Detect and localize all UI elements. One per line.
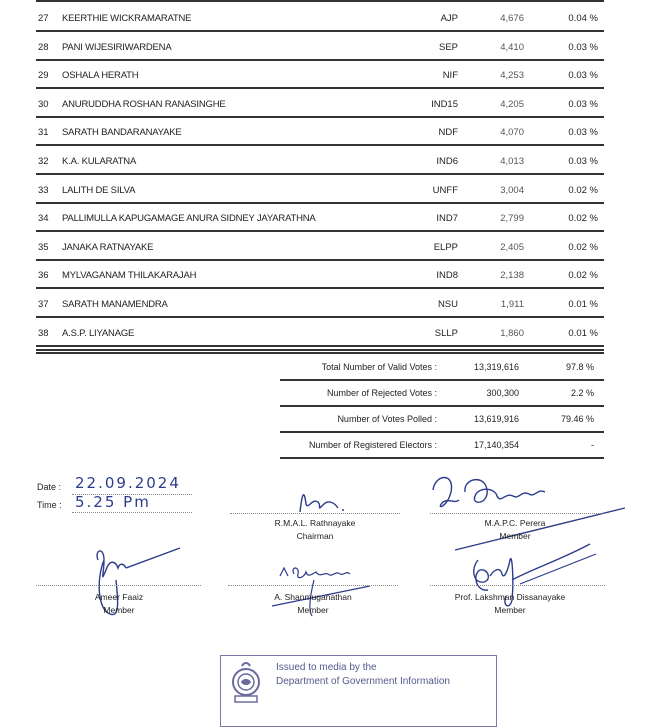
time-dotted-line: [72, 512, 192, 513]
candidate-number: 37: [38, 299, 49, 310]
candidate-votes: 1,911: [500, 299, 524, 310]
candidate-row: [36, 259, 604, 289]
candidate-number: 32: [38, 156, 49, 167]
candidate-percent: 0.04 %: [568, 13, 598, 24]
candidate-votes: 2,405: [500, 241, 524, 253]
candidate-percent: 0.03 %: [568, 156, 598, 167]
candidate-party: UNFF: [432, 184, 458, 196]
candidate-party: IND15: [431, 98, 458, 110]
candidate-percent: 0.02 %: [568, 270, 598, 282]
summary-row-electors: [280, 433, 604, 459]
summary-percent: 2.2 %: [570, 388, 594, 398]
candidate-percent: 0.03 %: [568, 41, 598, 53]
candidate-votes: 2,138: [500, 270, 524, 282]
candidate-percent: 0.02 %: [568, 241, 598, 253]
date-label: Date :: [37, 482, 62, 492]
candidate-name: K.A. KULARATNA: [62, 156, 137, 167]
signatory-role: Chairman: [296, 531, 334, 541]
candidate-party: NIF: [442, 70, 458, 82]
candidate-votes: 2,799: [500, 213, 524, 225]
candidate-row: [36, 116, 604, 146]
media-issue-stamp: [220, 655, 497, 727]
candidate-name: A.S.P. LIYANAGE: [62, 327, 135, 339]
summary-value: 13,319,616: [473, 362, 519, 372]
candidate-row: [36, 2, 604, 32]
summary-percent: 97.8 %: [565, 362, 594, 372]
candidate-number: 36: [38, 270, 49, 282]
candidate-name: PANI WIJESIRIWARDENA: [62, 41, 172, 53]
signature-line-shanmuganathan: [228, 585, 398, 586]
signatory-name: Ameer Faaiz: [94, 592, 144, 602]
candidate-name: LALITH DE SILVA: [62, 184, 136, 196]
candidate-number: 29: [38, 70, 49, 82]
candidate-row: [36, 88, 604, 118]
candidate-percent: 0.02 %: [568, 184, 598, 196]
summary-label: Number of Rejected Votes :: [326, 388, 437, 398]
candidate-party: ELPP: [433, 241, 458, 253]
candidate-name: SARATH BANDARANAYAKE: [62, 127, 182, 139]
signature-line-dissanayake: [430, 585, 605, 586]
candidate-party: SEP: [438, 41, 458, 53]
candidate-votes: 4,013: [500, 156, 524, 167]
candidate-votes: 1,860: [500, 327, 524, 339]
summary-top-rule-2: [36, 352, 604, 354]
signatory-role: Member: [499, 531, 531, 541]
signatory-name: Prof. Lakshman Dissanayake: [454, 592, 566, 602]
candidate-name: SARATH MANAMENDRA: [62, 299, 168, 310]
time-label: Time :: [37, 500, 62, 510]
summary-value: 17,140,354: [473, 440, 519, 450]
summary-label: Number of Votes Polled :: [337, 414, 437, 424]
candidate-votes: 4,676: [500, 13, 524, 24]
candidate-row: [36, 317, 604, 347]
sri-lanka-emblem-icon: [229, 660, 263, 706]
stamp-line-1: Issued to media by the: [276, 662, 377, 673]
candidate-name: ANURUDDHA ROSHAN RANASINGHE: [62, 98, 226, 110]
candidate-number: 31: [38, 127, 49, 139]
summary-label: Total Number of Valid Votes :: [321, 362, 437, 372]
stamp-line-2: Department of Government Information: [276, 676, 450, 687]
signature-chairman: [290, 484, 360, 516]
candidate-percent: 0.03 %: [568, 98, 598, 110]
candidate-number: 28: [38, 41, 49, 53]
candidate-row: [36, 59, 604, 89]
candidate-name: KEERTHIE WICKRAMARATNE: [62, 13, 192, 24]
candidate-row: [36, 31, 604, 61]
signature-line-chairman: [230, 513, 400, 514]
summary-row-polled: [280, 407, 604, 433]
candidate-number: 27: [38, 13, 49, 24]
summary-top-rule: [36, 349, 604, 351]
summary-row-valid: [280, 355, 604, 381]
candidate-row: [36, 231, 604, 261]
signature-line-perera: [430, 513, 605, 514]
candidate-percent: 0.01 %: [568, 299, 598, 310]
candidate-row: [36, 288, 604, 318]
candidate-votes: 4,410: [500, 41, 524, 53]
signatory-role: Member: [494, 605, 526, 615]
candidate-number: 38: [38, 327, 49, 339]
signatory-name: A. Shanmuganathan: [274, 592, 352, 602]
candidate-number: 33: [38, 184, 49, 196]
summary-value: 300,300: [486, 388, 519, 398]
candidate-name: JANAKA RATNAYAKE: [62, 241, 154, 253]
candidate-votes: 3,004: [500, 184, 524, 196]
candidate-number: 30: [38, 98, 49, 110]
candidate-party: IND7: [436, 213, 458, 225]
candidate-name: OSHALA HERATH: [62, 70, 139, 82]
candidate-votes: 4,205: [500, 98, 524, 110]
candidate-party: SLLP: [434, 327, 458, 339]
signatory-role: Member: [103, 605, 135, 615]
summary-percent: 79.46 %: [560, 414, 594, 424]
candidate-party: AJP: [440, 13, 458, 24]
summary-label: Number of Registered Electors :: [308, 440, 437, 450]
summary-row-rejected: [280, 381, 604, 407]
candidate-number: 34: [38, 213, 49, 225]
candidate-party: IND8: [436, 270, 458, 282]
candidate-percent: 0.01 %: [568, 327, 598, 339]
candidate-name: MYLVAGANAM THILAKARAJAH: [62, 270, 197, 282]
signature-line-faaiz: [36, 585, 201, 586]
date-value: 22.09.2024: [75, 474, 181, 492]
signatory-name: R.M.A.L. Rathnayake: [274, 518, 356, 528]
time-value: 5.25 Pm: [75, 493, 151, 511]
candidate-number: 35: [38, 241, 49, 253]
candidate-row: [36, 145, 604, 175]
summary-percent: -: [591, 440, 594, 450]
candidate-row: [36, 174, 604, 204]
candidate-name: PALLIMULLA KAPUGAMAGE ANURA SIDNEY JAYARATHNA: [62, 213, 316, 225]
candidate-party: NSU: [437, 299, 458, 310]
candidate-percent: 0.02 %: [568, 213, 598, 225]
candidate-percent: 0.03 %: [568, 70, 598, 82]
summary-value: 13,619,916: [473, 414, 519, 424]
signatory-name: M.A.P.C. Perera: [484, 518, 546, 528]
candidate-percent: 0.03 %: [568, 127, 598, 139]
candidate-party: IND6: [436, 156, 458, 167]
candidate-row: [36, 202, 604, 232]
candidate-party: NDF: [438, 127, 458, 139]
candidate-votes: 4,253: [500, 70, 524, 82]
signatory-role: Member: [297, 605, 329, 615]
candidate-votes: 4,070: [500, 127, 524, 139]
